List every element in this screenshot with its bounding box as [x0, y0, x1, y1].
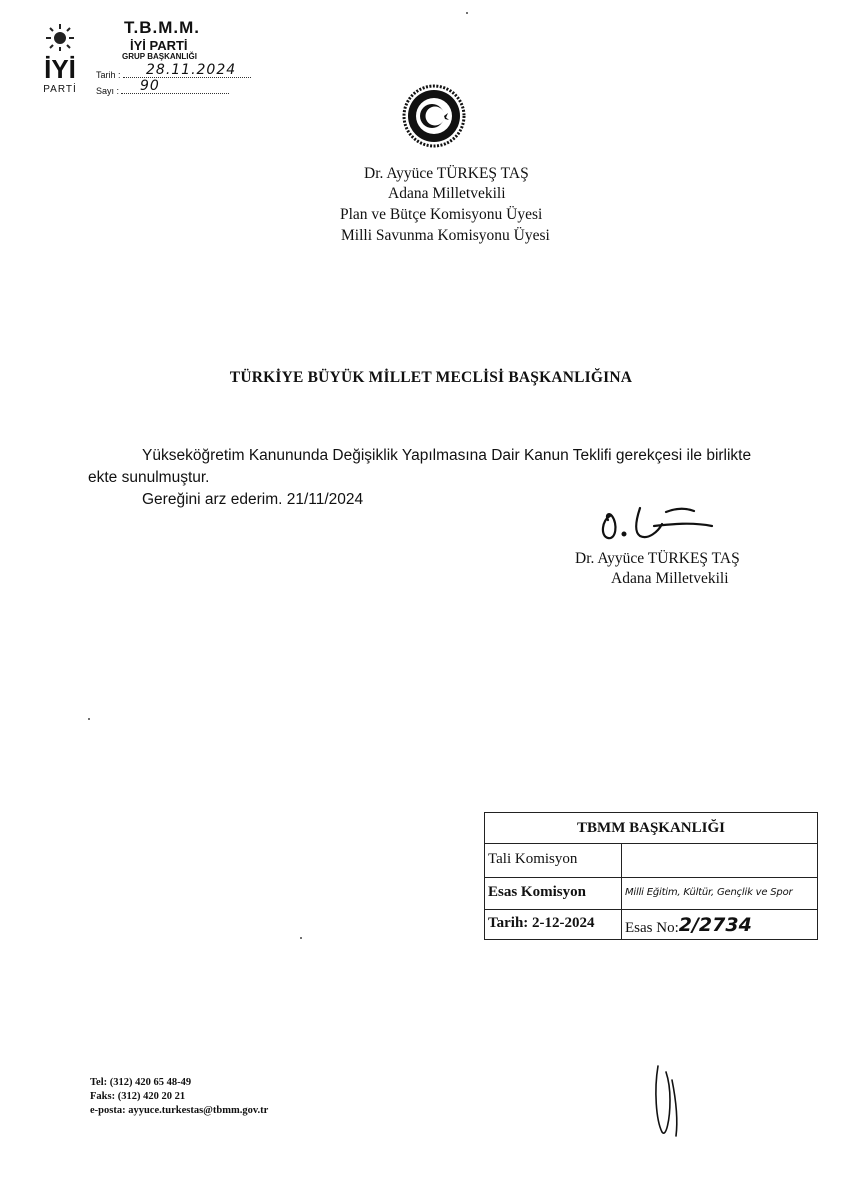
signature-title: Adana Milletvekili [611, 570, 729, 587]
scan-speck [300, 937, 302, 939]
stamp-date-row [96, 62, 251, 80]
main-committee-label: Esas Komisyon [488, 884, 586, 900]
body-line-1: Yükseköğretim Kanununda Değişiklik Yapılmasına Dair Kanun Teklifi gerekçesi ile birlikte [142, 447, 752, 464]
registry-row-main-committee [485, 877, 817, 910]
party-logo-text: İYİ [44, 54, 76, 84]
footer-tel: Tel: (312) 420 65 48-49 [90, 1077, 192, 1088]
esas-label: Esas No: [625, 920, 679, 936]
scan-speck [466, 12, 468, 14]
footer-fax: Faks: (312) 420 20 21 [90, 1091, 186, 1102]
tbmm-emblem-icon [402, 84, 466, 148]
registry-row-sub-committee [485, 843, 817, 878]
body-line-3: Gereğini arz ederim. 21/11/2024 [142, 491, 364, 508]
scan-speck [88, 718, 90, 720]
header-deputy: Adana Milletvekili [388, 185, 506, 202]
stamp-number-label: Sayı : [96, 86, 120, 96]
body-line-2: ekte sunulmuştur. [88, 469, 210, 486]
main-committee-value: Milli Eğitim, Kültür, Gençlik ve Spor [625, 887, 793, 898]
party-logo-subtext: PARTİ [43, 84, 77, 95]
registry-table [484, 812, 818, 940]
sub-committee-label: Tali Komisyon [488, 851, 578, 867]
registry-heading: TBMM BAŞKANLIĞI [485, 813, 817, 844]
registry-date: Tarih: 2-12-2024 [488, 915, 595, 931]
party-logo [26, 16, 96, 96]
stamp-party-name: İYİ PARTİ [130, 38, 188, 53]
document-title: TÜRKİYE BÜYÜK MİLLET MECLİSİ BAŞKANLIĞINA [229, 369, 633, 386]
contact-footer [90, 1076, 268, 1118]
handwritten-initial [648, 1060, 688, 1140]
registry-row-date [485, 909, 817, 939]
signature-name: Dr. Ayyüce TÜRKEŞ TAŞ [575, 550, 740, 567]
stamp-date-label: Tarih : [96, 70, 121, 80]
stamp-tbmm: T.B.M.M. [124, 18, 200, 37]
footer-email: e-posta: ayyuce.turkestas@tbmm.gov.tr [90, 1105, 269, 1116]
esas-number: 2/2734 [678, 914, 752, 936]
handwritten-signature [596, 502, 726, 544]
stamp-number-value: 90 [140, 78, 160, 94]
header-role-1: Plan ve Bütçe Komisyonu Üyesi [340, 206, 543, 223]
stamp-date-value: 28.11.2024 [146, 62, 237, 78]
header-role-2: Milli Savunma Komisyonu Üyesi [341, 227, 550, 244]
stamp-number-row [96, 78, 229, 96]
header-name: Dr. Ayyüce TÜRKEŞ TAŞ [364, 165, 529, 182]
stamp-group: GRUP BAŞKANLIĞI [122, 52, 197, 61]
